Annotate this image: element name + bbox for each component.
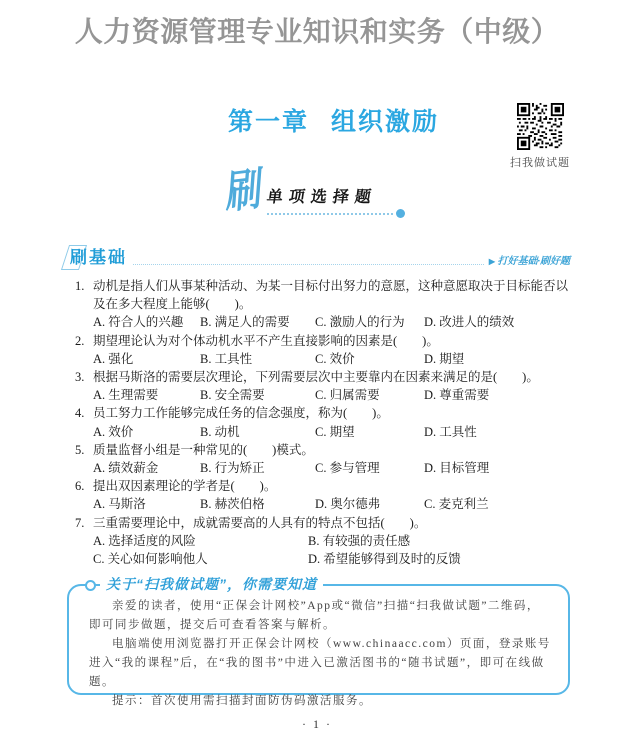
option-b: B. 安全需要 (200, 388, 265, 403)
question-options (70, 495, 582, 513)
basics-tagline (489, 252, 570, 268)
option-b: B. 赫茨伯格 (200, 497, 265, 512)
question-options (70, 350, 582, 368)
question-options (70, 423, 582, 441)
option-b: B. 满足人的需要 (200, 315, 290, 330)
question-3 (70, 368, 582, 404)
question-number: 1. (75, 279, 85, 293)
qr-caption: 扫我做试题 (510, 157, 570, 169)
option-b: B. 有较强的责任感 (308, 533, 411, 548)
question-number: 6. (75, 479, 85, 494)
option-c: C. 效价 (315, 351, 355, 366)
question-number: 2. (75, 333, 85, 348)
question-4 (70, 404, 582, 440)
option-d: D. 期望 (424, 351, 465, 366)
basics-tagline-text: 打好基础·刷好题 (497, 256, 570, 267)
basics-header (70, 243, 570, 268)
arrow-right-icon: ▶ (488, 257, 495, 266)
option-a: A. 符合人的兴趣 (93, 315, 184, 330)
question-6 (70, 477, 582, 513)
question-stem: 员工努力工作能够完成任务的信念强度，称为( )。 (93, 406, 389, 421)
question-2 (70, 332, 582, 368)
option-a: A. 效价 (93, 424, 134, 439)
option-b: B. 行为矫正 (200, 461, 265, 476)
option-a: A. 生理需要 (93, 388, 159, 403)
question-options (70, 550, 582, 568)
qr-finder-top-right (550, 103, 563, 116)
question-list (70, 277, 582, 568)
option-c: C. 参与管理 (315, 461, 380, 476)
question-number: 3. (75, 370, 85, 385)
book-title: 人力资源管理专业知识和实务（中级） (74, 17, 560, 48)
option-d: D. 希望能够得到及时的反馈 (308, 552, 461, 567)
question-stem: 提出双因素理论的学者是( )。 (93, 479, 277, 494)
option-d: D. 工具性 (424, 424, 477, 439)
option-c: C. 期望 (315, 424, 355, 439)
question-5 (70, 441, 582, 477)
qr-finder-top-left (517, 103, 530, 116)
option-c: C. 激励人的行为 (315, 315, 405, 330)
notice-paragraph-2: 电脑端使用浏览器打开正保会计网校（www.chinaacc.com）页面，登录账号进入“我的课程”后，在“我的图书”中进入已激活图书的“随书试题”，即可在线做题。 (89, 638, 551, 688)
qr-code-icon (517, 103, 564, 150)
chapter-heading (228, 102, 439, 138)
question-options (70, 459, 582, 477)
option-a: A. 马斯洛 (93, 497, 146, 512)
basics-dotted-line (133, 260, 484, 265)
option-d: C. 麦克利兰 (424, 497, 489, 512)
question-stem: 三重需要理论中，成就需要高的人具有的特点不包括( )。 (93, 515, 427, 530)
option-c: C. 关心如何影响他人 (93, 552, 208, 567)
section-banner (220, 164, 393, 219)
basics-title: 刷基础 (70, 248, 127, 267)
chapter-number: 第一章 (228, 108, 310, 136)
circle-marker-icon (85, 580, 96, 591)
option-b: B. 工具性 (200, 351, 253, 366)
qr-finder-bottom-left (517, 137, 530, 150)
question-7 (70, 514, 582, 569)
question-stem: 动机是指人们从事某种活动、为某一目标付出努力的意愿，这种意愿取决于目标能否以 (93, 279, 569, 293)
option-a: A. 绩效薪金 (93, 461, 159, 476)
notice-paragraph-3: 提示：首次使用需扫描封面防伪码激活服务。 (112, 695, 372, 707)
question-options (70, 313, 582, 331)
page-number: · 1 · (302, 717, 332, 731)
brush-stamp-icon: 刷 (220, 164, 263, 219)
option-a: A. 强化 (93, 351, 134, 366)
option-c: D. 奥尔德弗 (315, 497, 381, 512)
question-options (70, 532, 582, 550)
option-b: B. 动机 (200, 424, 240, 439)
notice-title: 关于“扫我做试题”，你需要知道 (100, 574, 323, 594)
chapter-title: 组织激励 (331, 108, 440, 136)
question-number: 7. (75, 515, 85, 530)
question-stem-continued: 及在多大程度上能够( )。 (93, 297, 252, 312)
option-d: D. 尊重需要 (424, 388, 490, 403)
notice-box (67, 576, 570, 707)
qr-block (508, 103, 572, 170)
line-end-dot-icon (396, 209, 405, 218)
option-d: D. 改进人的绩效 (424, 315, 515, 330)
option-c: C. 归属需要 (315, 388, 380, 403)
section-title: 单项选择题 (265, 189, 378, 206)
question-number: 5. (75, 442, 85, 457)
question-stem: 期望理论认为对个体动机水平不产生直接影响的因素是( )。 (93, 333, 439, 348)
question-1 (70, 277, 582, 332)
question-number: 4. (75, 406, 85, 421)
question-stem: 质量监督小组是一种常见的( )模式。 (93, 442, 314, 457)
option-d: D. 目标管理 (424, 461, 490, 476)
banner-main (267, 171, 393, 215)
question-stem: 根据马斯洛的需要层次理论，下列需要层次中主要靠内在因素来满足的是( )。 (93, 370, 539, 385)
option-a: A. 选择适度的风险 (93, 533, 196, 548)
question-options (70, 386, 582, 404)
dotted-line (267, 210, 393, 215)
notice-paragraph-1: 亲爱的读者，使用“正保会计网校”App或“微信”扫描“扫我做试题”二维码，即可同步做题，提交后可查看答案与解析。 (89, 600, 540, 631)
